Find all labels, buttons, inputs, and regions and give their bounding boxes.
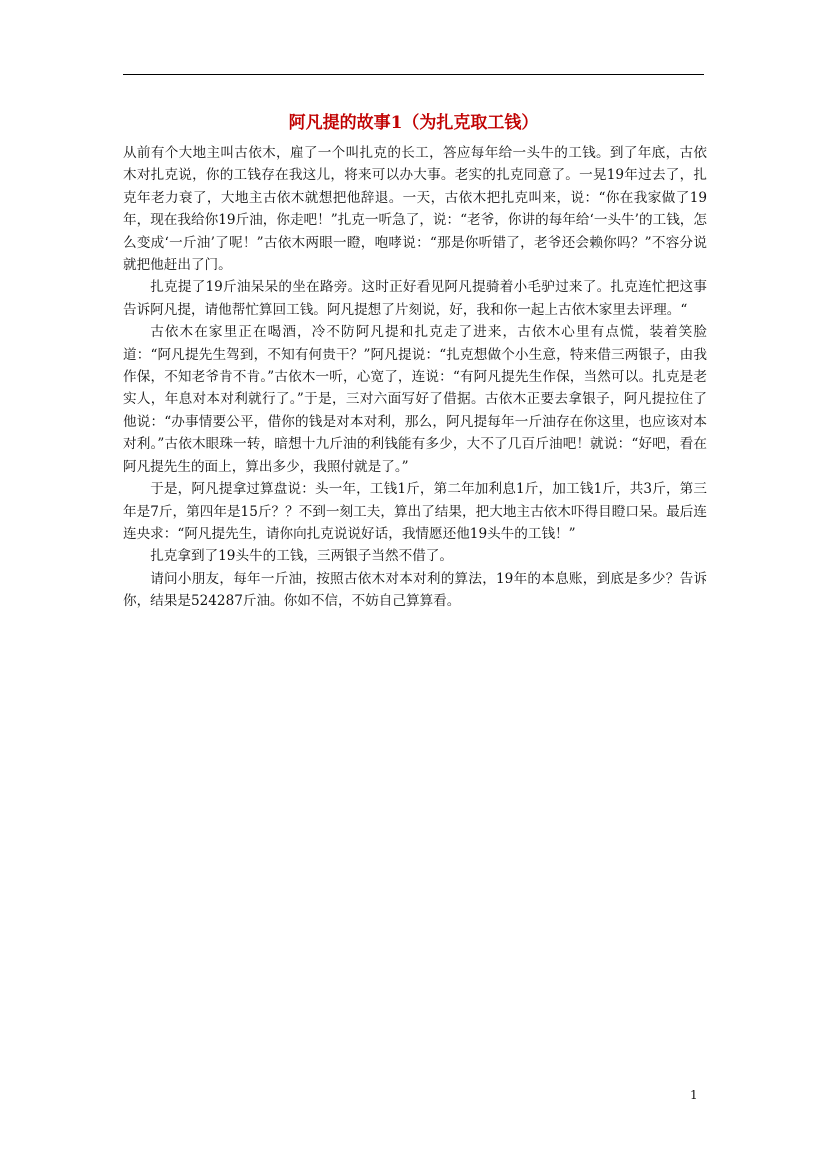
paragraph-2: 扎克提了19斤油呆呆的坐在路旁。这时正好看见阿凡提骑着小毛驴过来了。扎克连忙把这事告诉阿凡提，请他帮忙算回工钱。阿凡提想了片刻说，好，我和你一起上古依木家里去评理。“ — [123, 279, 707, 318]
paragraph-6: 请问小朋友，每年一斤油，按照古依木对本对利的算法，19年的本息账，到底是多少？告诉你，结果是524287斤油。你如不信，不妨自己算算看。 — [123, 570, 707, 610]
page-number: 1 — [690, 1088, 698, 1102]
paragraph-3: 古依木在家里正在喝酒，冷不防阿凡提和扎克走了进来，古依木心里有点慌，装着笑脸道：“阿凡提先生驾到，不知有何贵干？”阿凡提说：“扎克想做个小生意，特来借三两银子，由我作保，不知老爷肯不肯。”古依木一听，心宽了，连说：“有阿凡提先生作保，当然可以。扎克是老实人，年息对本对利就行了。”于是，三对六面写好了借据。古依木正要去拿银子，阿凡提拉住了他说：“办事情要公平，借你的钱是对本对利，那么，阿凡提每年一斤油存在你这里，也应该对本对利。”古依木眼珠一转，暗想十九斤油的利钱能有多少，大不了几百斤油吧！就说：“好吧，看在阿凡提先生的面上，算出多少，我照付就是了。” — [123, 324, 707, 475]
document-body — [123, 142, 707, 613]
paragraph-4: 于是，阿凡提拿过算盘说：头一年，工钱1斤，第二年加利息1斤，加工钱1斤，共3斤，第三年是7斤，第四年是15斤？？不到一刻工夫，算出了结果，把大地主古依木吓得目瞪口呆。最后连连央求：“阿凡提先生，请你向扎克说说好话，我情愿还他19头牛的工钱！” — [123, 481, 707, 542]
paragraph-1: 从前有个大地主叫古依木，雇了一个叫扎克的长工，答应每年给一头牛的工钱。到了年底，古依木对扎克说，你的工钱存在我这儿，将来可以办大事。老实的扎克同意了。一晃19年过去了，扎克年老力衰了，大地主古依木就想把他辞退。一天，古依木把扎克叫来，说：“你在我家做了19年，现在我给你19斤油，你走吧！”扎克一听急了，说：“老爷，你讲的每年给‘一头牛’的工钱，怎么变成‘一斤油’了呢！”古依木两眼一瞪，咆哮说：“那是你听错了，老爷还会赖你吗？”不容分说就把他赶出了门。 — [123, 145, 707, 274]
header-rule — [123, 74, 704, 75]
paragraph-5: 扎克拿到了19头牛的工钱，三两银子当然不借了。 — [150, 548, 453, 565]
document-title: 阿凡提的故事1（为扎克取工钱） — [288, 113, 539, 133]
